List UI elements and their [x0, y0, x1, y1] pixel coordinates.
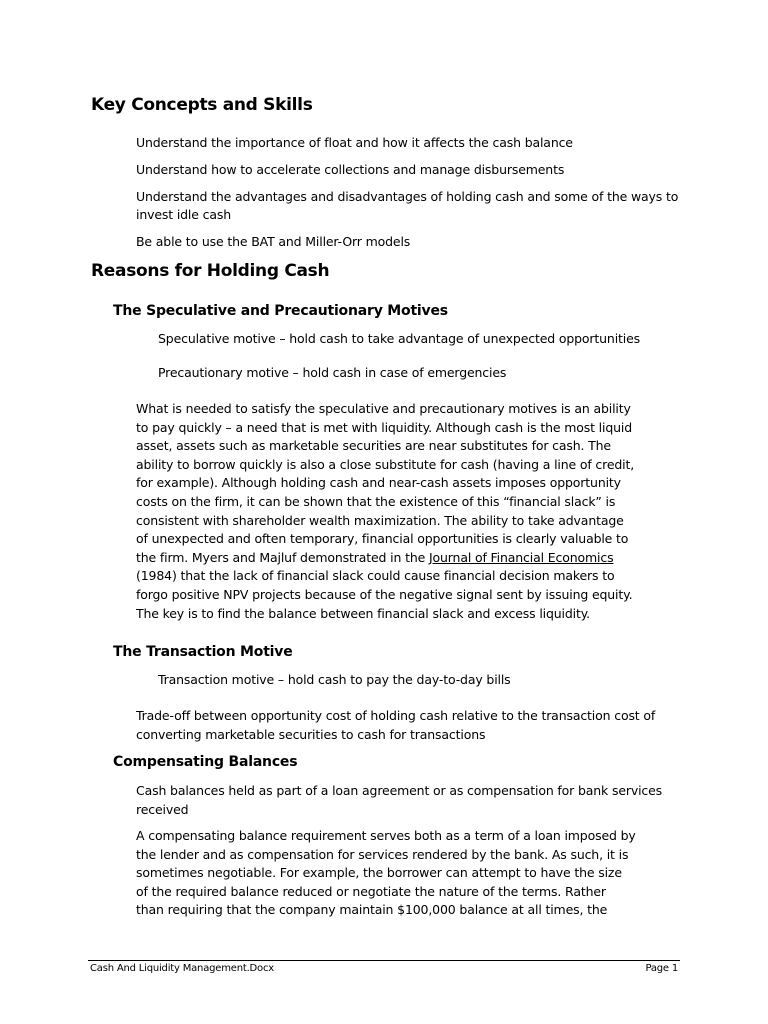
key-concept-holding-cash: Understand the advantages and disadvantages of holding cash and some of the ways to — [136, 189, 679, 204]
key-concept-bat-model: Be able to use the BAT and Miller-Orr models — [136, 234, 411, 249]
speculative-paragraph-line: of unexpected and often temporary, financial opportunities is clearly valuable to — [136, 531, 629, 547]
key-concept-float: Understand the importance of float and how it affects the cash balance — [136, 135, 573, 150]
compensating-paragraph-line: the lender and as compensation for services rendered by the bank. As such, it is — [136, 846, 629, 862]
speculative-paragraph-line: (1984) that the lack of financial slack could cause financial decision makers to — [136, 568, 615, 584]
heading-speculative-motives: The Speculative and Precautionary Motives — [113, 303, 448, 319]
compensating-paragraph-line: than requiring that the company maintain $100,000 balance at all times, the — [136, 902, 608, 918]
key-concept-holding-cash-cont: invest idle cash — [136, 207, 231, 222]
footer-document-name: Cash And Liquidity Management.Docx — [90, 963, 274, 974]
footer-divider — [88, 960, 680, 961]
speculative-paragraph-line: costs on the firm, it can be shown that the existence of this “financial slack” is — [136, 494, 616, 509]
transaction-paragraph-line: Trade-off between opportunity cost of holding cash relative to the transaction cost of — [136, 708, 656, 723]
key-concept-collections: Understand how to accelerate collections and manage disbursements — [136, 162, 565, 177]
speculative-paragraph-line: for example). Although holding cash and near-cash assets imposes opportunity — [136, 475, 621, 491]
speculative-paragraph-line: consistent with shareholder wealth maximization. The ability to take advantage — [136, 512, 624, 528]
heading-reasons-holding-cash: Reasons for Holding Cash — [91, 261, 330, 281]
heading-key-concepts: Key Concepts and Skills — [91, 95, 313, 115]
paragraph-text: the firm. Myers and Majluf demonstrated in the — [136, 549, 429, 565]
speculative-paragraph-line — [136, 549, 613, 568]
journal-reference: Journal of Financial Economics — [428, 549, 614, 565]
compensating-paragraph-line: sometimes negotiable. For example, the borrower can attempt to have the size — [136, 865, 622, 881]
speculative-paragraph-line: ability to borrow quickly is also a close substitute for cash (having a line of credit, — [136, 456, 635, 472]
speculative-paragraph-line: asset, assets such as marketable securities are near substitutes for cash. The — [136, 438, 611, 454]
heading-transaction-motive: The Transaction Motive — [113, 644, 293, 660]
speculative-paragraph-line: forgo positive NPV projects because of the negative signal sent by issuing equity. — [136, 587, 633, 602]
transaction-motive-text: Transaction motive – hold cash to pay the day-to-day bills — [158, 672, 511, 687]
speculative-motive-text: Speculative motive – hold cash to take advantage of unexpected opportunities — [158, 331, 641, 346]
footer-page-number: Page 1 — [645, 963, 678, 974]
compensating-definition-line: Cash balances held as part of a loan agreement or as compensation for bank services — [136, 783, 663, 798]
compensating-paragraph-line: of the required balance reduced or negotiate the nature of the terms. Rather — [136, 883, 606, 899]
compensating-definition-line: received — [136, 801, 189, 817]
precautionary-motive-text: Precautionary motive – hold cash in case of emergencies — [158, 365, 507, 380]
heading-compensating-balances: Compensating Balances — [113, 754, 298, 770]
speculative-paragraph-line: What is needed to satisfy the speculative and precautionary motives is an ability — [136, 401, 631, 416]
transaction-paragraph-line: converting marketable securities to cash for transactions — [136, 726, 486, 742]
speculative-paragraph-line: to pay quickly – a need that is met with liquidity. Although cash is the most liquid — [136, 419, 632, 435]
compensating-paragraph-line: A compensating balance requirement serves both as a term of a loan imposed by — [136, 828, 636, 843]
speculative-paragraph-line: The key is to find the balance between financial slack and excess liquidity. — [136, 605, 590, 621]
